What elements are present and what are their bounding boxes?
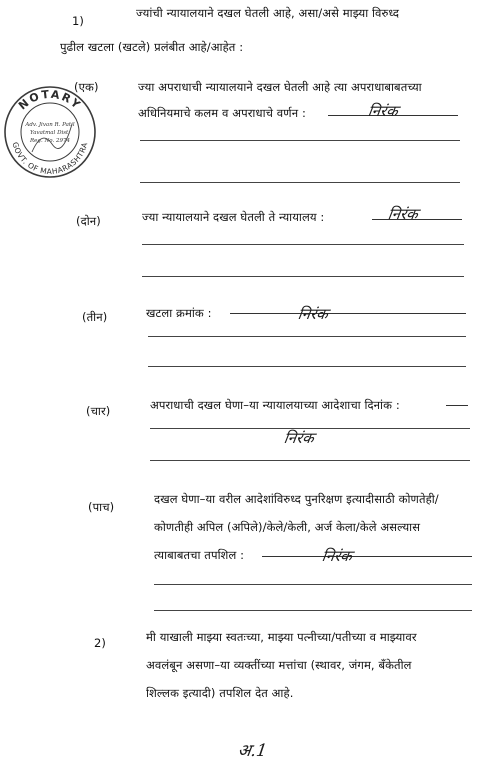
intro-line-2: पुढील खटला (खटले) प्रलंबीत आहे/आहेत : — [60, 40, 244, 54]
item-5-answer-dash — [262, 556, 472, 557]
item-5-blank-line-1 — [154, 584, 472, 585]
item-3-line-1: खटला क्रमांक : — [146, 306, 212, 320]
item-4-answer-dash — [446, 405, 468, 406]
notary-stamp — [2, 84, 98, 180]
item-4-answer: निरंक — [282, 429, 316, 447]
section-2-line-3: शिल्लक इत्यादी) तपशिल देत आहे. — [146, 686, 294, 700]
item-1-blank-line-1 — [140, 140, 460, 141]
item-3-blank-line-1 — [148, 336, 466, 337]
stamp-reg: Reg. No. 2974 — [30, 138, 70, 144]
item-2-line-1: ज्या न्यायालयाने दखल घेतली ते न्यायालय : — [142, 210, 325, 224]
item-1-line-2: अधिनियमाचे कलम व अपराधाचे वर्णन : — [138, 106, 306, 120]
item-5-label: (पाच) — [88, 500, 115, 514]
svg-text:GOVT. OF MAHARASHTRA — [11, 141, 90, 176]
intro-line-1: ज्यांची न्यायालयाने दखल घेतली आहे, असा/असे माझ्या विरुध्द — [136, 6, 400, 20]
stamp-name: Adv. Jivan R. Patil — [25, 122, 75, 128]
item-2-answer: निरंक — [386, 205, 420, 223]
item-2-blank-line-1 — [142, 244, 464, 245]
section-1-number: 1) — [72, 14, 84, 28]
item-5-answer: निरंक — [320, 547, 354, 565]
item-5-line-3: त्याबाबतचा तपशिल : — [154, 548, 245, 562]
section-2-line-2: अवलंबून असणा–या व्यक्तींच्या मत्तांचा (स्थावर, जंगम, बँकेतील — [146, 658, 412, 672]
stamp-place: Yavatmal Dist. — [29, 130, 71, 136]
item-3-answer: निरंक — [296, 305, 330, 323]
item-5-blank-line-2 — [154, 610, 472, 611]
section-2-number: 2) — [94, 636, 106, 650]
item-4-label: (चार) — [86, 404, 111, 418]
item-1-blank-line-2 — [140, 182, 460, 183]
stamp-bottom-text: GOVT. OF MAHARASHTRA — [10, 141, 90, 177]
item-4-blank-line-2 — [150, 460, 470, 461]
item-1-label: (एक) — [74, 80, 99, 94]
section-2-line-1: मी याखाली माझ्या स्वतःच्या, माझ्या पत्नीच्या/पतीच्या व माझ्यावर — [146, 630, 417, 644]
item-5-line-2: कोणतीही अपिल (अपिले)/केले/केली, अर्ज केला/केले असल्यास — [154, 520, 421, 534]
item-3-label: (तीन) — [82, 310, 108, 324]
item-1-line-1: ज्या अपराधाची न्यायालयाने दखल घेतली आहे त्या अपराधाबाबतच्या — [138, 80, 422, 94]
item-2-blank-line-2 — [142, 276, 464, 277]
item-3-blank-line-2 — [148, 366, 466, 367]
stamp-top-text: NOTARY — [16, 87, 85, 113]
item-5-line-1: दखल घेणा–या वरील आदेशांविरुध्द पुनरिक्षण इत्यादीसाठी कोणतेही/ — [154, 492, 439, 506]
item-2-label: (दोन) — [76, 214, 101, 228]
signature: अ.1 — [236, 741, 269, 761]
item-3-answer-dash — [230, 313, 466, 314]
item-4-line-1: अपराधाची दखल घेणा–या न्यायालयाच्या आदेशाचा दिनांक : — [150, 398, 400, 412]
item-1-answer: निरंक — [366, 102, 400, 120]
